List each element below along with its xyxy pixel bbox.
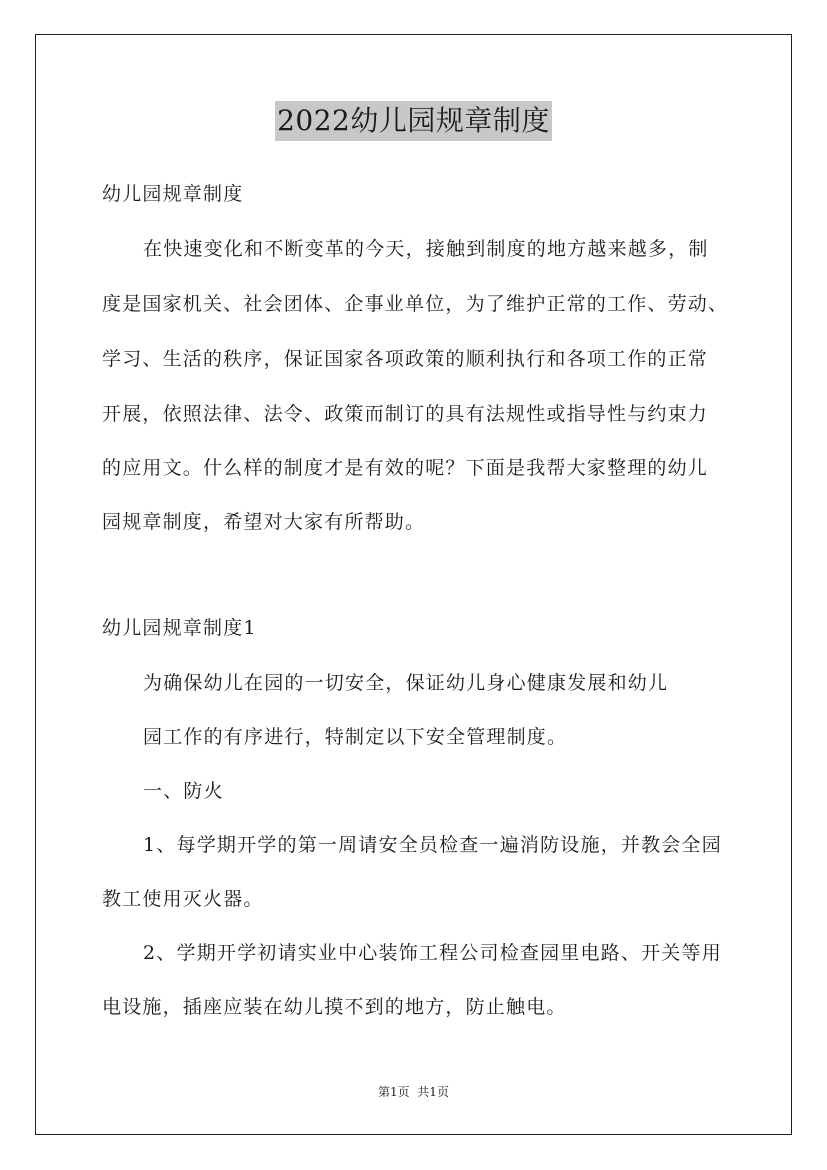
page-footer: 第1页 共1页 (378, 1085, 449, 1099)
document-subtitle: 幼儿园规章制度 (102, 183, 244, 205)
intro-line: 度是国家机关、社会团体、企事业单位，为了维护正常的工作、劳动、 (102, 293, 729, 315)
intro-line: 的应用文。什么样的制度才是有效的呢？下面是我帮大家整理的幼儿 (102, 457, 709, 479)
title-container (0, 101, 827, 141)
document-title: 2022幼儿园规章制度 (275, 101, 552, 141)
section-heading: 幼儿园规章制度1 (102, 617, 257, 639)
section-line: 教工使用灭火器。 (102, 888, 264, 910)
section-line: 为确保幼儿在园的一切安全，保证幼儿身心健康发展和幼儿 (143, 672, 669, 694)
section-line: 1、每学期开学的第一周请安全员检查一遍消防设施，并教会全园 (143, 834, 722, 856)
section-line: 园工作的有序进行，特制定以下安全管理制度。 (143, 726, 568, 748)
intro-line: 开展，依照法律、法令、政策而制订的具有法规性或指导性与约束力 (102, 403, 709, 425)
section-line: 2、学期开学初请实业中心装饰工程公司检查园里电路、开关等用 (143, 942, 722, 964)
section-line: 电设施，插座应装在幼儿摸不到的地方，防止触电。 (102, 996, 567, 1018)
section-subheading: 一、防火 (143, 780, 224, 802)
intro-line: 在快速变化和不断变革的今天，接触到制度的地方越来越多，制 (143, 238, 709, 260)
intro-line: 学习、生活的秩序，保证国家各项政策的顺利执行和各项工作的正常 (102, 348, 709, 370)
intro-line: 园规章制度，希望对大家有所帮助。 (102, 511, 426, 533)
